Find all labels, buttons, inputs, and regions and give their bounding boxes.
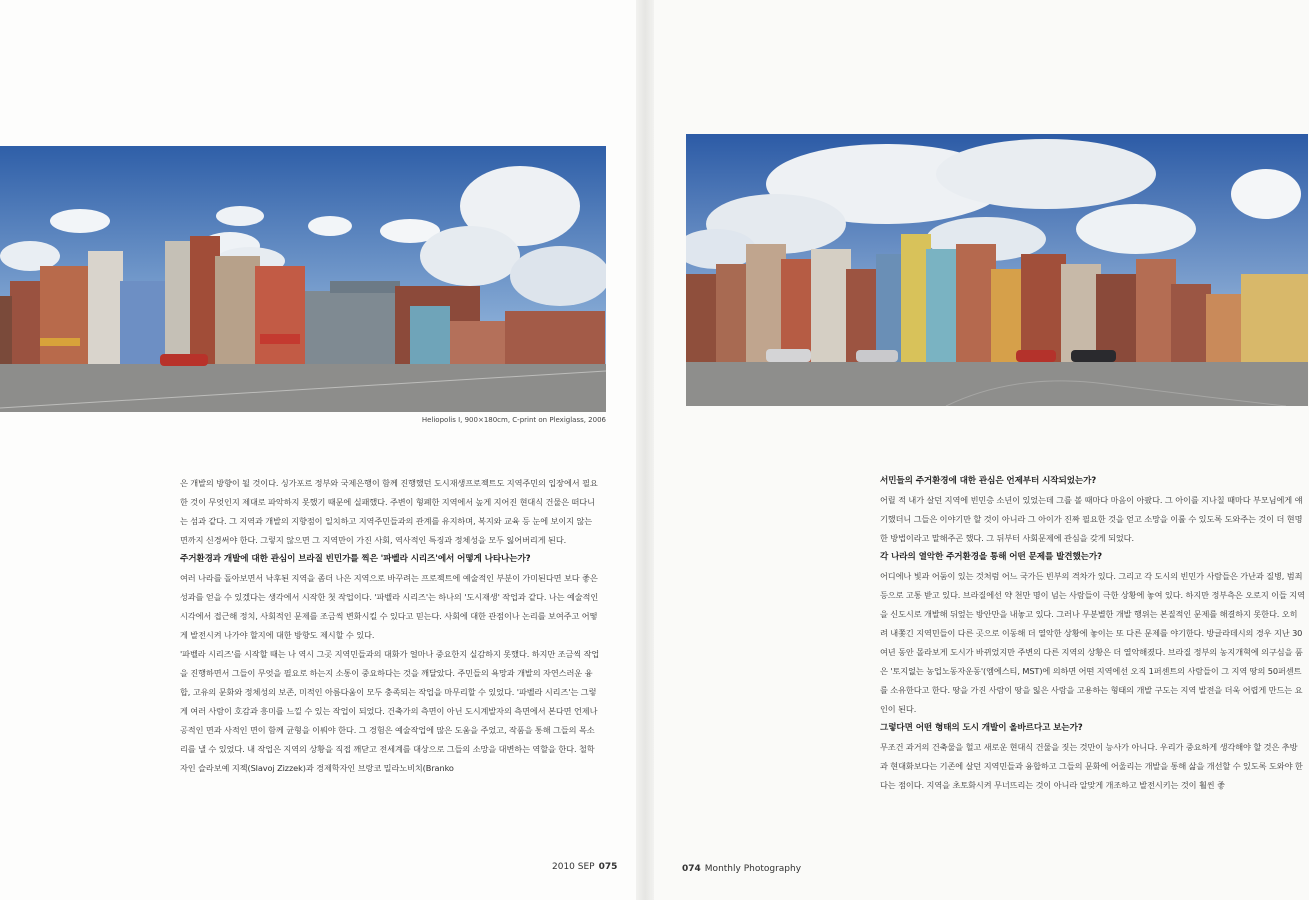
right-panorama-photo [686, 134, 1308, 406]
right-article-body [880, 472, 1305, 792]
interview-question-1: 주거환경과 개발에 대한 관심이 브라질 빈민가를 찍은 '파벨라 시리즈'에서 어떻게 나타나는가? [180, 554, 531, 564]
right-paragraph-3: 무조건 과거의 건축물을 헐고 새로운 현대식 건물을 짓는 것만이 능사가 아니다. 우리가 중요하게 생각해야 할 것은 추방과 현대화보다는 기존에 살던 지역민들과 융합하고 그들의 문화에 어울리는 개발을 통해 삶을 개선할 수 있도록 도와야 한다는 점이다. 지역을 초토화시켜 무너뜨리는 것이 아니라 알맞게 개조하고 발전시키는 것이 훨씬 좋 [880, 742, 1303, 790]
folio-page-number: 075 [598, 862, 618, 872]
right-paragraph-2: 어디에나 빛과 어둠이 있는 것처럼 어느 국가든 빈부의 격차가 있다. 그리고 각 도시의 빈민가 사람들은 가난과 질병, 범죄 등으로 고통 받고 있다. 브라질에선 약 천만 명이 넘는 사람들이 극한 상황에 놓여 있다. 하지만 정부측은 오로지 이들 지역을 신도시로 개발해 뒤엎는 방안만을 내놓고 있다. 그러나 무분별한 개발 행위는 본질적인 문제를 해결하지 못한다. 오히려 내쫓긴 지역민들이 다른 곳으로 이동해 더 열악한 상황에 놓이는 또 다른 문제를 야기한다. 방글라데시의 경우 지난 30여년 동안 몰라보게 도시가 바뀌었지만 주변의 다른 지역의 상황은 더 열악해졌다. 브라질 정부의 농지개혁에 의구심을 품은 '토지없는 농업노동자운동'(엠에스티, MST)에 의하면 어떤 지역에선 오직 1퍼센트의 사람들이 그 지역 땅의 50퍼센트를 소유한다고 한다. 땅을 가진 사람이 땅을 잃은 사람을 고용하는 형태의 개발 구도는 지역 발전을 더욱 어렵게 만드는 요인이 된다. [880, 571, 1305, 714]
interview-question-2: 서민들의 주거환경에 대한 관심은 언제부터 시작되었는가? [880, 476, 1097, 486]
left-article-body [180, 474, 600, 794]
photo-caption: Heliopolis I, 900×180cm, C-print on Plexiglass, 2006 [421, 416, 606, 424]
folio-page-number: 074 [682, 864, 701, 874]
left-paragraph-1: 은 개발의 방향이 될 것이다. 싱가포르 정부와 국제은행이 함께 진행했던 도시재생프로젝트도 지역주민의 입장에서 필요한 것이 무엇인지 제대로 파악하지 못했기 때문에 실패했다. 주변이 형폐한 지역에서 높게 지어진 현대식 건물은 떠다니는 섬과 같다. 그 지역과 개발의 지향점이 일치하고 지역주민들과의 관계를 유지하며, 복지와 교육 등 눈에 보이지 않는 면까지 신경써야 한다. 그렇지 않으면 그 지역만이 가진 사회, 역사적인 특징과 정체성을 모두 잃어버리게 된다. [180, 478, 598, 545]
left-panorama-photo [0, 146, 606, 412]
folio-issue: 2010 SEP [552, 862, 595, 872]
interview-question-4: 그렇다면 어떤 형태의 도시 개발이 올바르다고 보는가? [880, 723, 1083, 733]
left-paragraph-2: 여러 나라를 돌아보면서 낙후된 지역을 좀더 나은 지역으로 바꾸려는 프로젝트에 예술적인 부분이 가미된다면 보다 좋은 성과를 얻을 수 있겠다는 생각에서 시작한 첫 작업이다. '파벨라 시리즈'는 하나의 '도시재생' 작업과 같다. 나는 예술적인 시각에서 접근해 정치, 사회적인 문제를 조금씩 변화시킬 수 있다고 믿는다. 사회에 대한 관점이나 논리를 보여주고 어떻게 발전시켜 나가야 할지에 대한 방향도 제시할 수 있다. [180, 573, 599, 640]
folio-magazine-name: Monthly Photography [704, 864, 802, 874]
left-page-folio [552, 862, 617, 872]
page-gutter [636, 0, 654, 900]
left-paragraph-3: '파벨라 시리즈'를 시작할 때는 나 역시 그곳 지역민들과의 대화가 얼마나 중요한지 실감하지 못했다. 하지만 조금씩 작업을 진행하면서 그들이 무엇을 필요로 하는지 소통이 중요하다는 것을 깨달았다. 주민들의 욕망과 개발의 자연스러운 융합, 고유의 문화와 정체성의 보존, 미적인 아름다움이 모두 충족되는 작업을 마무리할 수 있었다. '파벨라 시리즈'는 그렇게 여러 사람이 호감과 흥미를 느낄 수 있는 작업이 되었다. 건축가의 측면이 아닌 도시계발자의 측면에서 본다면 언제나 공적인 면과 사적인 면이 함께 균형을 이뤄야 한다. 그 경험은 예술작업에 많은 도움을 주었고, 작품을 통해 그들의 목소리를 낼 수 있었다. 내 작업은 지역의 상황을 직접 깨닫고 전세계를 대상으로 그들의 소망을 대변하는 역할을 한다. 철학자인 슬라보예 지젝(Slavoj Zizzek)과 경제학자인 브랑코 밀라노비치(Branko [180, 649, 600, 773]
interview-question-3: 각 나라의 열악한 주거환경을 통해 어떤 문제를 발견했는가? [880, 552, 1102, 562]
right-page-folio [682, 864, 801, 874]
right-paragraph-1: 어릴 적 내가 살던 지역에 빈민층 소년이 있었는데 그를 볼 때마다 마음이 아팠다. 그 아이를 지나칠 때마다 부모님에게 얘기했더니 그들은 이야기만 할 것이 아니라 그 아이가 진짜 필요한 것을 얻고 소망을 이룰 수 있도록 도와주는 것이 더 현명한 방법이라고 말해주곤 했다. 그 뒤부터 사회문제에 관심을 갖게 되었다. [880, 495, 1303, 543]
